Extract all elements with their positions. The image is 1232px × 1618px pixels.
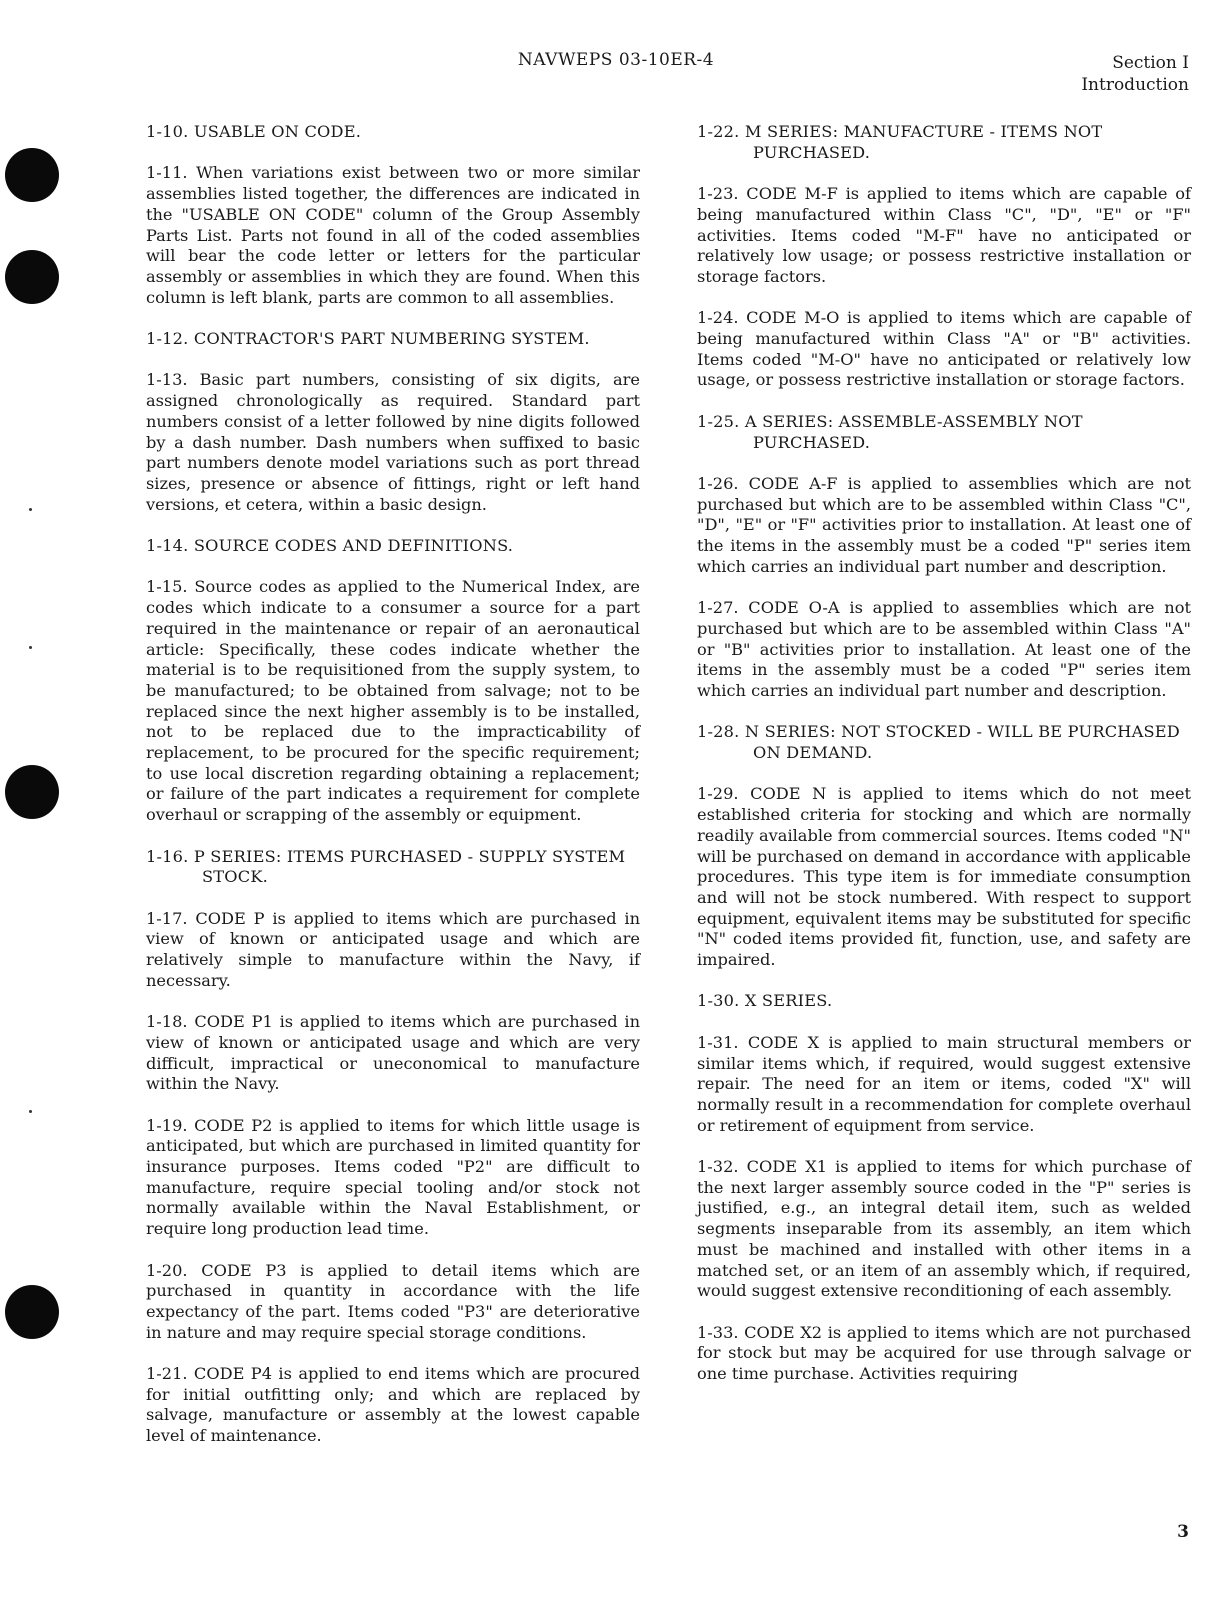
page-number: 3	[1177, 1522, 1189, 1542]
paragraph: 1-26. CODE A-F is applied to assemblies which are not purchased but which are to be assembled within Class "C", "D", "E" or "F" activities prior to installation. At least one of the items in the assembly must be a coded "P" series item which carries an individual part number and description.	[697, 473, 1191, 576]
section-label: Section I	[1112, 53, 1189, 73]
paragraph: 1-15. Source codes as applied to the Numerical Index, are codes which indicate to a consumer a source for a part required in the maintenance or repair of an aeronautical article: Specifically, these codes indicate whether the material is to be requisitioned from the supply system, to be manufactured; to be obtained from salvage; not to be replaced since the next higher assembly is to be installed, not to be replaced due to the impracticability of replacement, to be procured for the specific requirement; to use local discretion regarding obtaining a replacement; or failure of the part indicates a requirement for complete overhaul or scrapping of the assembly or equipment.	[146, 577, 640, 825]
paragraph: 1-21. CODE P4 is applied to end items which are procured for initial outfitting only; and which are replaced by salvage, manufacture or assembly at the lowest capable level of maintenance.	[146, 1364, 640, 1446]
paragraph-heading: 1-22. M SERIES: MANUFACTURE - ITEMS NOT PURCHASED.	[697, 122, 1103, 162]
punch-hole-top	[5, 148, 59, 202]
scan-speck	[29, 646, 32, 649]
paragraph-heading: 1-14. SOURCE CODES AND DEFINITIONS.	[146, 536, 514, 555]
left-column	[146, 122, 640, 1468]
paragraph: 1-33. CODE X2 is applied to items which are not purchased for stock but may be acquired for use through salvage or one time purchase. Activities requiring	[697, 1322, 1191, 1384]
paragraph: 1-32. CODE X1 is applied to items for which purchase of the next larger assembly source coded in the "P" series is justified, e.g., an integral detail item, such as welded segments inseparable from its assembly, an item which must be machined and installed with other items in a matched set, or an item of an assembly which, if required, would suggest extensive reconditioning of each assembly.	[697, 1157, 1191, 1301]
paragraph: 1-31. CODE X is applied to main structural members or similar items which, if required, would suggest extensive repair. The need for an item or items, coded "X" will normally result in a recommendation for complete overhaul or retirement of equipment from service.	[697, 1032, 1191, 1135]
paragraph: 1-27. CODE O-A is applied to assemblies which are not purchased but which are to be assembled within Class "A" or "B" activities prior to installation. At least one of the items in the assembly must be a coded "P" series item which carries an individual part number and description.	[697, 598, 1191, 700]
section-header	[1081, 52, 1189, 96]
punch-hole-upper	[5, 250, 59, 304]
right-column	[697, 122, 1191, 1405]
paragraph: 1-29. CODE N is applied to items which do not meet established criteria for stocking and which are normally readily available from commercial sources. Items coded "N" will be purchased on demand in accordance with applicable procedures. This type item is for immediate consumption and will not be stock numbered. With respect to support equipment, equivalent items may be substituted for specific "N" coded items provided fit, function, use, and safety are impaired.	[697, 784, 1191, 970]
paragraph: 1-19. CODE P2 is applied to items for which little usage is anticipated, but which are purchased in limited quantity for insurance purposes. Items coded "P2" are difficult to manufacture, require special tooling and/or stock not normally available within the Naval Establishment, or require long production lead time.	[146, 1115, 640, 1239]
paragraph: 1-23. CODE M-F is applied to items which are capable of being manufactured within Class "C", "D", "E" or "F" activities. Items coded "M-F" have no anticipated or relatively low usage; or possess restrictive installation or storage factors.	[697, 184, 1191, 286]
section-title: Introduction	[1081, 75, 1189, 95]
punch-hole-bottom	[5, 1285, 59, 1339]
paragraph-heading: 1-16. P SERIES: ITEMS PURCHASED - SUPPLY SYSTEM STOCK.	[146, 846, 626, 887]
paragraph-heading: 1-28. N SERIES: NOT STOCKED - WILL BE PURCHASED ON DEMAND.	[697, 722, 1180, 762]
punch-hole-lower	[5, 765, 59, 819]
paragraph: 1-13. Basic part numbers, consisting of six digits, are assigned chronologically as required. Standard part numbers consist of a letter followed by nine digits followed by a dash number. Dash numbers when suffixed to basic part numbers denote model variations such as port thread sizes, presence or absence of fittings, right or left hand versions, et cetera, within a basic design.	[146, 370, 640, 514]
paragraph: 1-20. CODE P3 is applied to detail items which are purchased in quantity in accordance with the life expectancy of the part. Items coded "P3" are deteriorative in nature and may require special storage conditions.	[146, 1260, 640, 1342]
scan-speck	[29, 1110, 32, 1113]
scan-speck	[29, 508, 32, 511]
document-number: NAVWEPS 03-10ER-4	[517, 50, 715, 70]
paragraph: 1-11. When variations exist between two or more similar assemblies listed together, the differences are indicated in the "USABLE ON CODE" column of the Group Assembly Parts List. Parts not found in all of the coded assemblies will bear the code letter or letters for the particular assembly or assemblies in which they are found. When this column is left blank, parts are common to all assemblies.	[146, 163, 640, 307]
paragraph-heading: 1-12. CONTRACTOR'S PART NUMBERING SYSTEM.	[146, 329, 590, 348]
paragraph-heading: 1-25. A SERIES: ASSEMBLE-ASSEMBLY NOT PURCHASED.	[697, 411, 1083, 452]
paragraph: 1-18. CODE P1 is applied to items which are purchased in view of known or anticipated usage and which are very difficult, impractical or uneconomical to manufacture within the Navy.	[146, 1012, 640, 1094]
paragraph-heading: 1-10. USABLE ON CODE.	[146, 122, 362, 141]
paragraph: 1-17. CODE P is applied to items which are purchased in view of known or anticipated usage and which are relatively simple to manufacture within the Navy, if necessary.	[146, 908, 640, 990]
paragraph: 1-24. CODE M-O is applied to items which are capable of being manufactured within Class "A" or "B" activities. Items coded "M-O" have no anticipated or relatively low usage, or possess restrictive installation or storage factors.	[697, 308, 1191, 390]
paragraph-heading: 1-30. X SERIES.	[697, 991, 833, 1011]
